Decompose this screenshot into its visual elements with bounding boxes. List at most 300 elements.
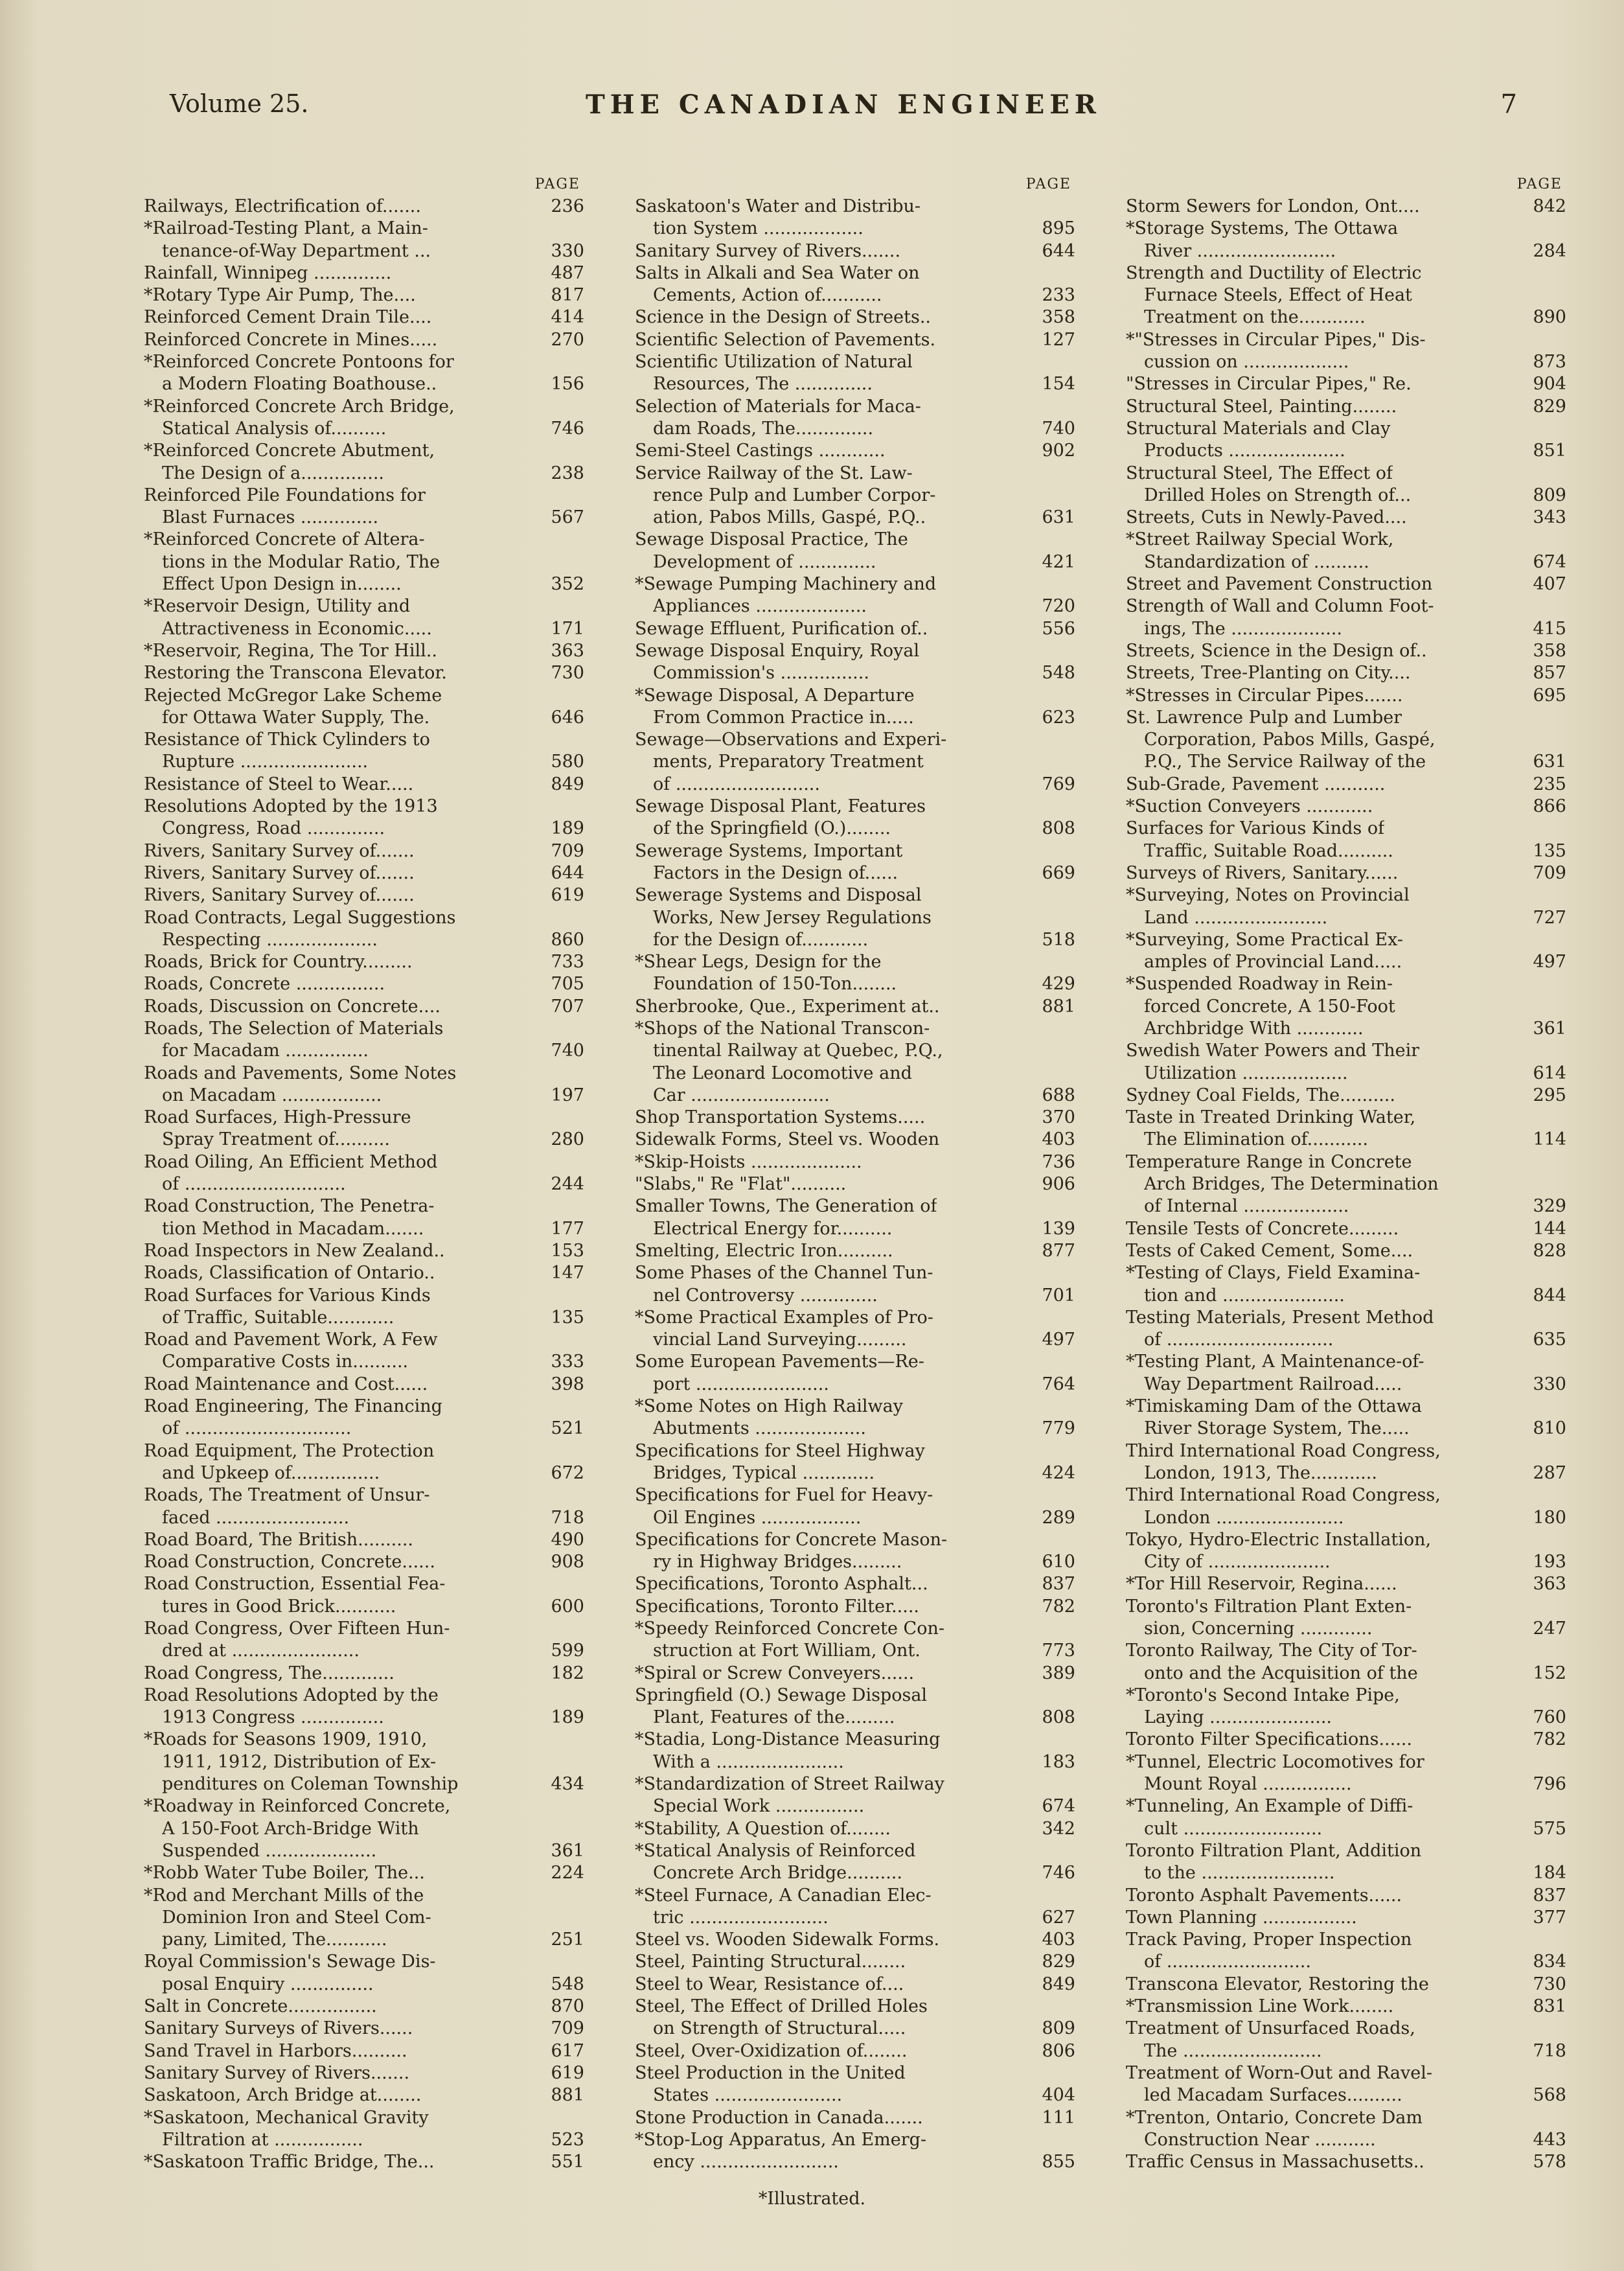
entry-page-number: 361: [551, 1840, 584, 1861]
entry-title: tric .........................: [653, 1907, 829, 1928]
entry-title: Sydney Coal Fields, The..........: [1126, 1085, 1395, 1105]
entry-title: Roads and Pavements, Some Notes: [144, 1063, 457, 1083]
index-entry: [635, 640, 1075, 662]
index-entry: [635, 1151, 1075, 1173]
entry-title: Factors in the Design of......: [653, 862, 898, 883]
entry-page-number: 631: [1533, 752, 1566, 772]
index-entry: [635, 929, 1075, 951]
index-entry: [635, 418, 1075, 440]
entry-page-number: 135: [551, 1307, 584, 1328]
index-entry: [1126, 218, 1566, 240]
entry-page-number: 779: [1042, 1418, 1075, 1439]
entry-title: Sanitary Surveys of Rivers......: [144, 2018, 413, 2039]
entry-page-number: 730: [551, 663, 584, 684]
entry-page-number: 908: [551, 1552, 584, 1573]
entry-title: Reinforced Concrete in Mines.....: [144, 329, 438, 350]
entry-title: Taste in Treated Drinking Water,: [1126, 1107, 1416, 1128]
entry-title: *Statical Analysis of Reinforced: [635, 1840, 916, 1861]
entry-title: Oil Engines ..................: [653, 1507, 862, 1528]
index-entry: [144, 507, 584, 529]
entry-page-number: 646: [551, 707, 584, 728]
index-entry: [1126, 2062, 1566, 2084]
entry-title: Strength of Wall and Column Foot-: [1126, 596, 1434, 617]
entry-page-number: 521: [551, 1418, 584, 1439]
entry-title: Surfaces for Various Kinds of: [1126, 818, 1385, 839]
index-entry: [1126, 2018, 1566, 2040]
index-entry: [144, 774, 584, 796]
index-entry: [1126, 1440, 1566, 1462]
entry-page-number: 578: [1533, 2152, 1566, 2173]
index-entry: [144, 951, 584, 973]
entry-title: Road Congress, The.............: [144, 1663, 395, 1683]
entry-title: ation, Pabos Mills, Gaspé, P.Q..: [653, 507, 926, 528]
entry-title: Roads, Classification of Ontario..: [144, 1263, 435, 1284]
entry-page-number: 599: [551, 1641, 584, 1661]
entry-title: *Suspended Roadway in Rein-: [1126, 974, 1393, 995]
entry-page-number: 424: [1042, 1462, 1075, 1483]
entry-title: Steel Production in the United: [635, 2062, 906, 2083]
entry-title: Road Inspectors in New Zealand..: [144, 1240, 445, 1261]
entry-page-number: 551: [551, 2152, 584, 2173]
entry-page-number: 834: [1533, 1952, 1566, 1972]
index-entry: [1126, 284, 1566, 306]
index-entry: [1126, 640, 1566, 662]
index-entry: [144, 1529, 584, 1551]
index-entry: [635, 1795, 1075, 1817]
entry-title: Statical Analysis of..........: [162, 418, 387, 439]
index-entry: [635, 1907, 1075, 1929]
index-entry: [1126, 818, 1566, 840]
index-entry: [635, 1329, 1075, 1351]
entry-page-number: 407: [1533, 574, 1566, 595]
index-entry: [1126, 1974, 1566, 1996]
entry-title: Surveys of Rivers, Sanitary......: [1126, 862, 1399, 883]
entry-title: Reinforced Cement Drain Tile....: [144, 307, 432, 328]
entry-title: Electrical Energy for..........: [653, 1218, 893, 1239]
entry-title: Resistance of Steel to Wear.....: [144, 774, 414, 794]
index-entry: [144, 1173, 584, 1195]
entry-title: *Some Practical Examples of Pro-: [635, 1307, 933, 1328]
footnote-illustrated: *Illustrated.: [758, 2189, 866, 2209]
entry-page-number: 330: [1533, 1374, 1566, 1394]
entry-title: Steel vs. Wooden Sidewalk Forms.: [635, 1930, 940, 1950]
index-entry: [144, 284, 584, 306]
index-entry: [1126, 463, 1566, 485]
entry-title: Science in the Design of Streets..: [635, 307, 931, 328]
index-entry: [144, 618, 584, 640]
entry-title: Rupture .......................: [162, 752, 369, 772]
index-entry: [1126, 373, 1566, 395]
index-entry: [635, 1040, 1075, 1062]
index-entry: [144, 2129, 584, 2151]
entry-title: Toronto's Filtration Plant Exten-: [1126, 1596, 1412, 1617]
index-entry: [635, 1063, 1075, 1085]
entry-title: Land ........................: [1144, 907, 1328, 928]
index-entry: [144, 1596, 584, 1618]
index-entry: [635, 551, 1075, 573]
entry-page-number: 295: [1533, 1085, 1566, 1105]
entry-page-number: 244: [551, 1174, 584, 1195]
entry-page-number: 808: [1042, 818, 1075, 839]
entry-title: Sidewalk Forms, Steel vs. Wooden: [635, 1129, 940, 1150]
entry-title: Filtration at ................: [162, 2129, 363, 2150]
entry-title: Smelting, Electric Iron..........: [635, 1240, 893, 1261]
entry-title: *Roads for Seasons 1909, 1910,: [144, 1729, 428, 1750]
index-entry: [1126, 996, 1566, 1018]
entry-title: Roads, Discussion on Concrete....: [144, 996, 440, 1017]
entry-title: Salt in Concrete................: [144, 1996, 377, 2017]
entry-title: *Reinforced Concrete Abutment,: [144, 441, 435, 461]
index-entry: [635, 996, 1075, 1018]
entry-title: of .............................: [162, 1174, 346, 1195]
entry-title: *Skip-Hoists ....................: [635, 1151, 862, 1172]
entry-title: vincial Land Surveying.........: [653, 1330, 907, 1350]
entry-title: Rejected McGregor Lake Scheme: [144, 685, 442, 706]
entry-title: *Sewage Disposal, A Departure: [635, 685, 915, 706]
entry-page-number: 610: [1042, 1552, 1075, 1573]
index-entry: [1126, 929, 1566, 951]
entry-title: for Ottawa Water Supply, The.: [162, 707, 430, 728]
entry-page-number: 518: [1042, 929, 1075, 950]
index-entry: [144, 1484, 584, 1506]
index-entry: [144, 485, 584, 507]
index-entry: [1126, 1551, 1566, 1573]
index-entry: [1126, 1707, 1566, 1729]
entry-title: Specifications for Fuel for Heavy-: [635, 1485, 933, 1506]
entry-page-number: 635: [1533, 1330, 1566, 1350]
entry-title: Respecting ....................: [162, 929, 378, 950]
entry-title: Sand Travel in Harbors..........: [144, 2040, 407, 2061]
entry-page-number: 363: [1533, 1574, 1566, 1595]
entry-page-number: 352: [551, 574, 584, 595]
index-entry: [1126, 1085, 1566, 1107]
entry-title: *Rod and Merchant Mills of the: [144, 1885, 424, 1906]
entry-page-number: 114: [1533, 1129, 1566, 1150]
index-entry: [144, 373, 584, 395]
entry-page-number: 782: [1533, 1729, 1566, 1750]
entry-page-number: 906: [1042, 1174, 1075, 1195]
entry-title: Springfield (O.) Sewage Disposal: [635, 1685, 928, 1705]
entry-title: ings, The ....................: [1144, 618, 1342, 639]
entry-title: A 150-Foot Arch-Bridge With: [162, 1818, 419, 1839]
index-entry: [144, 818, 584, 840]
index-entry: [144, 1618, 584, 1640]
entry-title: on Strength of Structural.....: [653, 2018, 906, 2039]
entry-title: Roads, Brick for Country.........: [144, 952, 413, 973]
entry-page-number: 342: [1042, 1818, 1075, 1839]
entry-title: "Stresses in Circular Pipes," Re.: [1126, 374, 1412, 395]
entry-title: Testing Materials, Present Method: [1126, 1307, 1434, 1328]
index-entry: [635, 2151, 1075, 2173]
entry-page-number: 600: [551, 1596, 584, 1617]
entry-page-number: 764: [1042, 1374, 1075, 1394]
index-entry: [635, 1885, 1075, 1907]
index-entry: [144, 1729, 584, 1751]
entry-title: Smaller Towns, The Generation of: [635, 1196, 937, 1217]
index-entry: [144, 1285, 584, 1307]
entry-title: Semi-Steel Castings ............: [635, 441, 886, 461]
entry-title: Salts in Alkali and Sea Water on: [635, 262, 920, 283]
index-entry: [1126, 351, 1566, 373]
entry-title: Swedish Water Powers and Their: [1126, 1041, 1420, 1061]
index-entry: [1126, 1374, 1566, 1396]
entry-page-number: 644: [1042, 240, 1075, 261]
index-entry: [1126, 1040, 1566, 1062]
index-entry: [1126, 262, 1566, 284]
page-column-label: PAGE: [1516, 176, 1562, 192]
entry-page-number: 236: [551, 196, 584, 216]
index-entry: [635, 1529, 1075, 1551]
entry-title: ency .........................: [653, 2152, 839, 2173]
index-entry: [144, 1573, 584, 1595]
entry-title: Way Department Railroad.....: [1144, 1374, 1402, 1394]
entry-title: Comparative Costs in..........: [162, 1352, 409, 1372]
entry-page-number: 669: [1042, 862, 1075, 883]
entry-page-number: 829: [1042, 1952, 1075, 1972]
entry-title: tures in Good Brick...........: [162, 1596, 396, 1617]
index-entry: [635, 751, 1075, 773]
entry-title: *Tunnel, Electric Locomotives for: [1126, 1751, 1424, 1772]
entry-title: faced ........................: [162, 1507, 350, 1528]
index-entry: [635, 262, 1075, 284]
entry-title: Storm Sewers for London, Ont....: [1126, 196, 1420, 216]
entry-page-number: 421: [1042, 551, 1075, 572]
entry-page-number: 817: [551, 285, 584, 306]
entry-page-number: 127: [1042, 329, 1075, 350]
entry-title: Railways, Electrification of.......: [144, 196, 421, 216]
entry-page-number: 135: [1533, 840, 1566, 861]
entry-title: Laying ......................: [1144, 1707, 1332, 1728]
index-entry: [144, 1818, 584, 1840]
entry-title: Sewerage Systems and Disposal: [635, 885, 922, 906]
entry-page-number: 156: [551, 374, 584, 395]
index-entry: [1126, 618, 1566, 640]
entry-page-number: 890: [1533, 307, 1566, 328]
page-column-label: PAGE: [1025, 176, 1071, 192]
entry-title: Rivers, Sanitary Survey of.......: [144, 840, 415, 861]
entry-page-number: 389: [1042, 1663, 1075, 1683]
entry-title: *Robb Water Tube Boiler, The...: [144, 1863, 425, 1884]
index-entry: [635, 1773, 1075, 1795]
index-entry: [635, 1707, 1075, 1729]
index-entry: [635, 1440, 1075, 1462]
entry-title: Roads, Concrete ................: [144, 974, 385, 995]
entry-title: *Saskatoon, Mechanical Gravity: [144, 2107, 429, 2128]
entry-title: *Roadway in Reinforced Concrete,: [144, 1796, 451, 1817]
entry-title: Suspended ....................: [162, 1840, 377, 1861]
entry-page-number: 740: [1042, 418, 1075, 439]
index-entry: [1126, 662, 1566, 684]
entry-title: Road Congress, Over Fifteen Hun-: [144, 1619, 450, 1639]
entry-page-number: 251: [551, 1930, 584, 1950]
entry-page-number: 343: [1533, 507, 1566, 528]
index-entry: [635, 774, 1075, 796]
entry-title: Traffic, Suitable Road..........: [1144, 840, 1393, 861]
index-entry: [635, 618, 1075, 640]
entry-page-number: 902: [1042, 441, 1075, 461]
index-entry: [1126, 840, 1566, 862]
page-number: 7: [1500, 89, 1517, 119]
index-entry: [1126, 396, 1566, 418]
index-entry: [144, 1707, 584, 1729]
entry-title: Sewerage Systems, Important: [635, 840, 903, 861]
index-entry: [1126, 1573, 1566, 1595]
index-entry: [1126, 1663, 1566, 1685]
entry-page-number: 809: [1533, 485, 1566, 505]
entry-title: Cements, Action of...........: [653, 285, 882, 306]
entry-page-number: 197: [551, 1085, 584, 1105]
index-entry: [1126, 1885, 1566, 1907]
index-entry: [144, 2151, 584, 2173]
entry-page-number: 575: [1533, 1818, 1566, 1839]
entry-page-number: 289: [1042, 1507, 1075, 1528]
entry-page-number: 193: [1533, 1552, 1566, 1573]
index-entry: [1126, 774, 1566, 796]
entry-title: *Stadia, Long-Distance Measuring: [635, 1729, 941, 1750]
entry-title: of ..............................: [162, 1418, 352, 1439]
entry-title: dred at .......................: [162, 1641, 360, 1661]
entry-title: Structural Steel, The Effect of: [1126, 463, 1393, 483]
index-entry: [635, 1307, 1075, 1329]
entry-title: Rivers, Sanitary Survey of.......: [144, 862, 415, 883]
entry-title: Some Phases of the Channel Tun-: [635, 1263, 933, 1284]
entry-page-number: 695: [1533, 685, 1566, 706]
entry-page-number: 490: [551, 1529, 584, 1550]
entry-title: and Upkeep of................: [162, 1462, 380, 1483]
index-entry: [635, 1551, 1075, 1573]
entry-page-number: 153: [551, 1240, 584, 1261]
index-entry: [635, 2018, 1075, 2040]
entry-title: Saskatoon, Arch Bridge at........: [144, 2085, 422, 2106]
index-entry: [144, 1195, 584, 1217]
entry-title: Third International Road Congress,: [1126, 1485, 1441, 1506]
entry-page-number: 720: [1042, 596, 1075, 617]
index-entry: [144, 1974, 584, 1996]
entry-title: on Macadam ..................: [162, 1085, 382, 1105]
index-entry: [144, 1396, 584, 1418]
index-entry: [635, 907, 1075, 929]
running-head: [170, 89, 1517, 128]
entry-title: of ..........................: [1144, 1952, 1311, 1972]
entry-title: Rainfall, Winnipeg ..............: [144, 262, 392, 283]
entry-page-number: 189: [551, 818, 584, 839]
entry-title: *Standardization of Street Railway: [635, 1774, 944, 1795]
entry-title: Construction Near ...........: [1144, 2129, 1376, 2150]
index-entry: [635, 1951, 1075, 1973]
entry-page-number: 287: [1533, 1462, 1566, 1483]
index-entry: [635, 2040, 1075, 2062]
entry-title: cult .........................: [1144, 1818, 1323, 1839]
entry-title: penditures on Coleman Township: [162, 1774, 459, 1795]
index-entry: [1126, 1596, 1566, 1618]
index-entry: [635, 1996, 1075, 2018]
index-entry: [635, 573, 1075, 595]
entry-page-number: 284: [1533, 240, 1566, 261]
entry-title: a Modern Floating Boathouse..: [162, 374, 437, 395]
index-entry: [1126, 729, 1566, 751]
index-entry: [635, 796, 1075, 818]
index-entry: [635, 818, 1075, 840]
index-entry: [144, 2107, 584, 2129]
entry-title: of the Springfield (O.)........: [653, 818, 891, 839]
index-entry: [635, 1862, 1075, 1884]
index-entry: [144, 1351, 584, 1373]
index-entry: [144, 929, 584, 951]
index-entry: [1126, 1484, 1566, 1506]
index-entry: [635, 306, 1075, 329]
index-entry: [144, 1862, 584, 1884]
entry-title: *Surveying, Some Practical Ex-: [1126, 929, 1403, 950]
index-entry: [1126, 1195, 1566, 1217]
index-entry: [635, 1285, 1075, 1307]
entry-title: Road Engineering, The Financing: [144, 1396, 442, 1417]
entry-title: Restoring the Transcona Elevator.: [144, 663, 447, 684]
entry-title: *Saskatoon Traffic Bridge, The...: [144, 2152, 435, 2173]
index-entry: [635, 1107, 1075, 1129]
index-entry: [144, 840, 584, 862]
entry-title: of ..........................: [653, 774, 820, 794]
entry-title: *Steel Furnace, A Canadian Elec-: [635, 1885, 932, 1906]
entry-title: Sewage Effluent, Purification of..: [635, 618, 928, 639]
index-entry: [1126, 1129, 1566, 1151]
index-entry: [635, 1484, 1075, 1506]
entry-title: *Spiral or Screw Conveyers......: [635, 1663, 915, 1683]
entry-title: Specifications, Toronto Asphalt...: [635, 1574, 928, 1595]
entry-title: States .......................: [653, 2085, 843, 2106]
entry-title: Strength and Ductility of Electric: [1126, 262, 1422, 283]
entry-title: nel Controversy ..............: [653, 1285, 878, 1306]
entry-title: The Design of a...............: [162, 463, 384, 483]
entry-title: The .........................: [1144, 2040, 1322, 2061]
entry-title: Attractiveness in Economic.....: [162, 618, 432, 639]
entry-title: Treatment of Worn-Out and Ravel-: [1126, 2062, 1433, 2083]
index-entry: [1126, 1751, 1566, 1773]
entry-page-number: 674: [1533, 551, 1566, 572]
entry-title: London .......................: [1144, 1507, 1344, 1528]
entry-page-number: 238: [551, 463, 584, 483]
index-entry: [144, 1462, 584, 1484]
index-entry: [635, 2084, 1075, 2106]
index-entry: [144, 1685, 584, 1707]
index-entry: [1126, 1173, 1566, 1195]
entry-page-number: 270: [551, 329, 584, 350]
entry-page-number: 849: [1042, 1974, 1075, 1994]
entry-title: Plant, Features of the.........: [653, 1707, 895, 1728]
entry-page-number: 415: [1533, 618, 1566, 639]
index-entry: [144, 884, 584, 906]
index-entry: [144, 996, 584, 1018]
entry-title: *Sewage Pumping Machinery and: [635, 574, 937, 595]
entry-page-number: 809: [1042, 2018, 1075, 2039]
entry-page-number: 377: [1533, 1907, 1566, 1928]
index-entry: [1126, 1151, 1566, 1173]
index-entry: [144, 306, 584, 329]
entry-title: Spray Treatment of..........: [162, 1129, 390, 1150]
entry-title: Selection of Materials for Maca-: [635, 396, 921, 417]
index-entry: [1126, 329, 1566, 351]
index-entry: [1126, 1063, 1566, 1085]
index-entry: [1126, 1618, 1566, 1640]
index-entry: [144, 1440, 584, 1462]
entry-title: Road Contracts, Legal Suggestions: [144, 907, 456, 928]
index-entry: [1126, 751, 1566, 773]
entry-title: Toronto Filter Specifications......: [1126, 1729, 1412, 1750]
index-entry: [635, 2107, 1075, 2129]
entry-page-number: 619: [551, 885, 584, 906]
index-entry: [635, 1195, 1075, 1217]
entry-title: Scientific Utilization of Natural: [635, 352, 913, 373]
index-entry: [144, 1640, 584, 1662]
